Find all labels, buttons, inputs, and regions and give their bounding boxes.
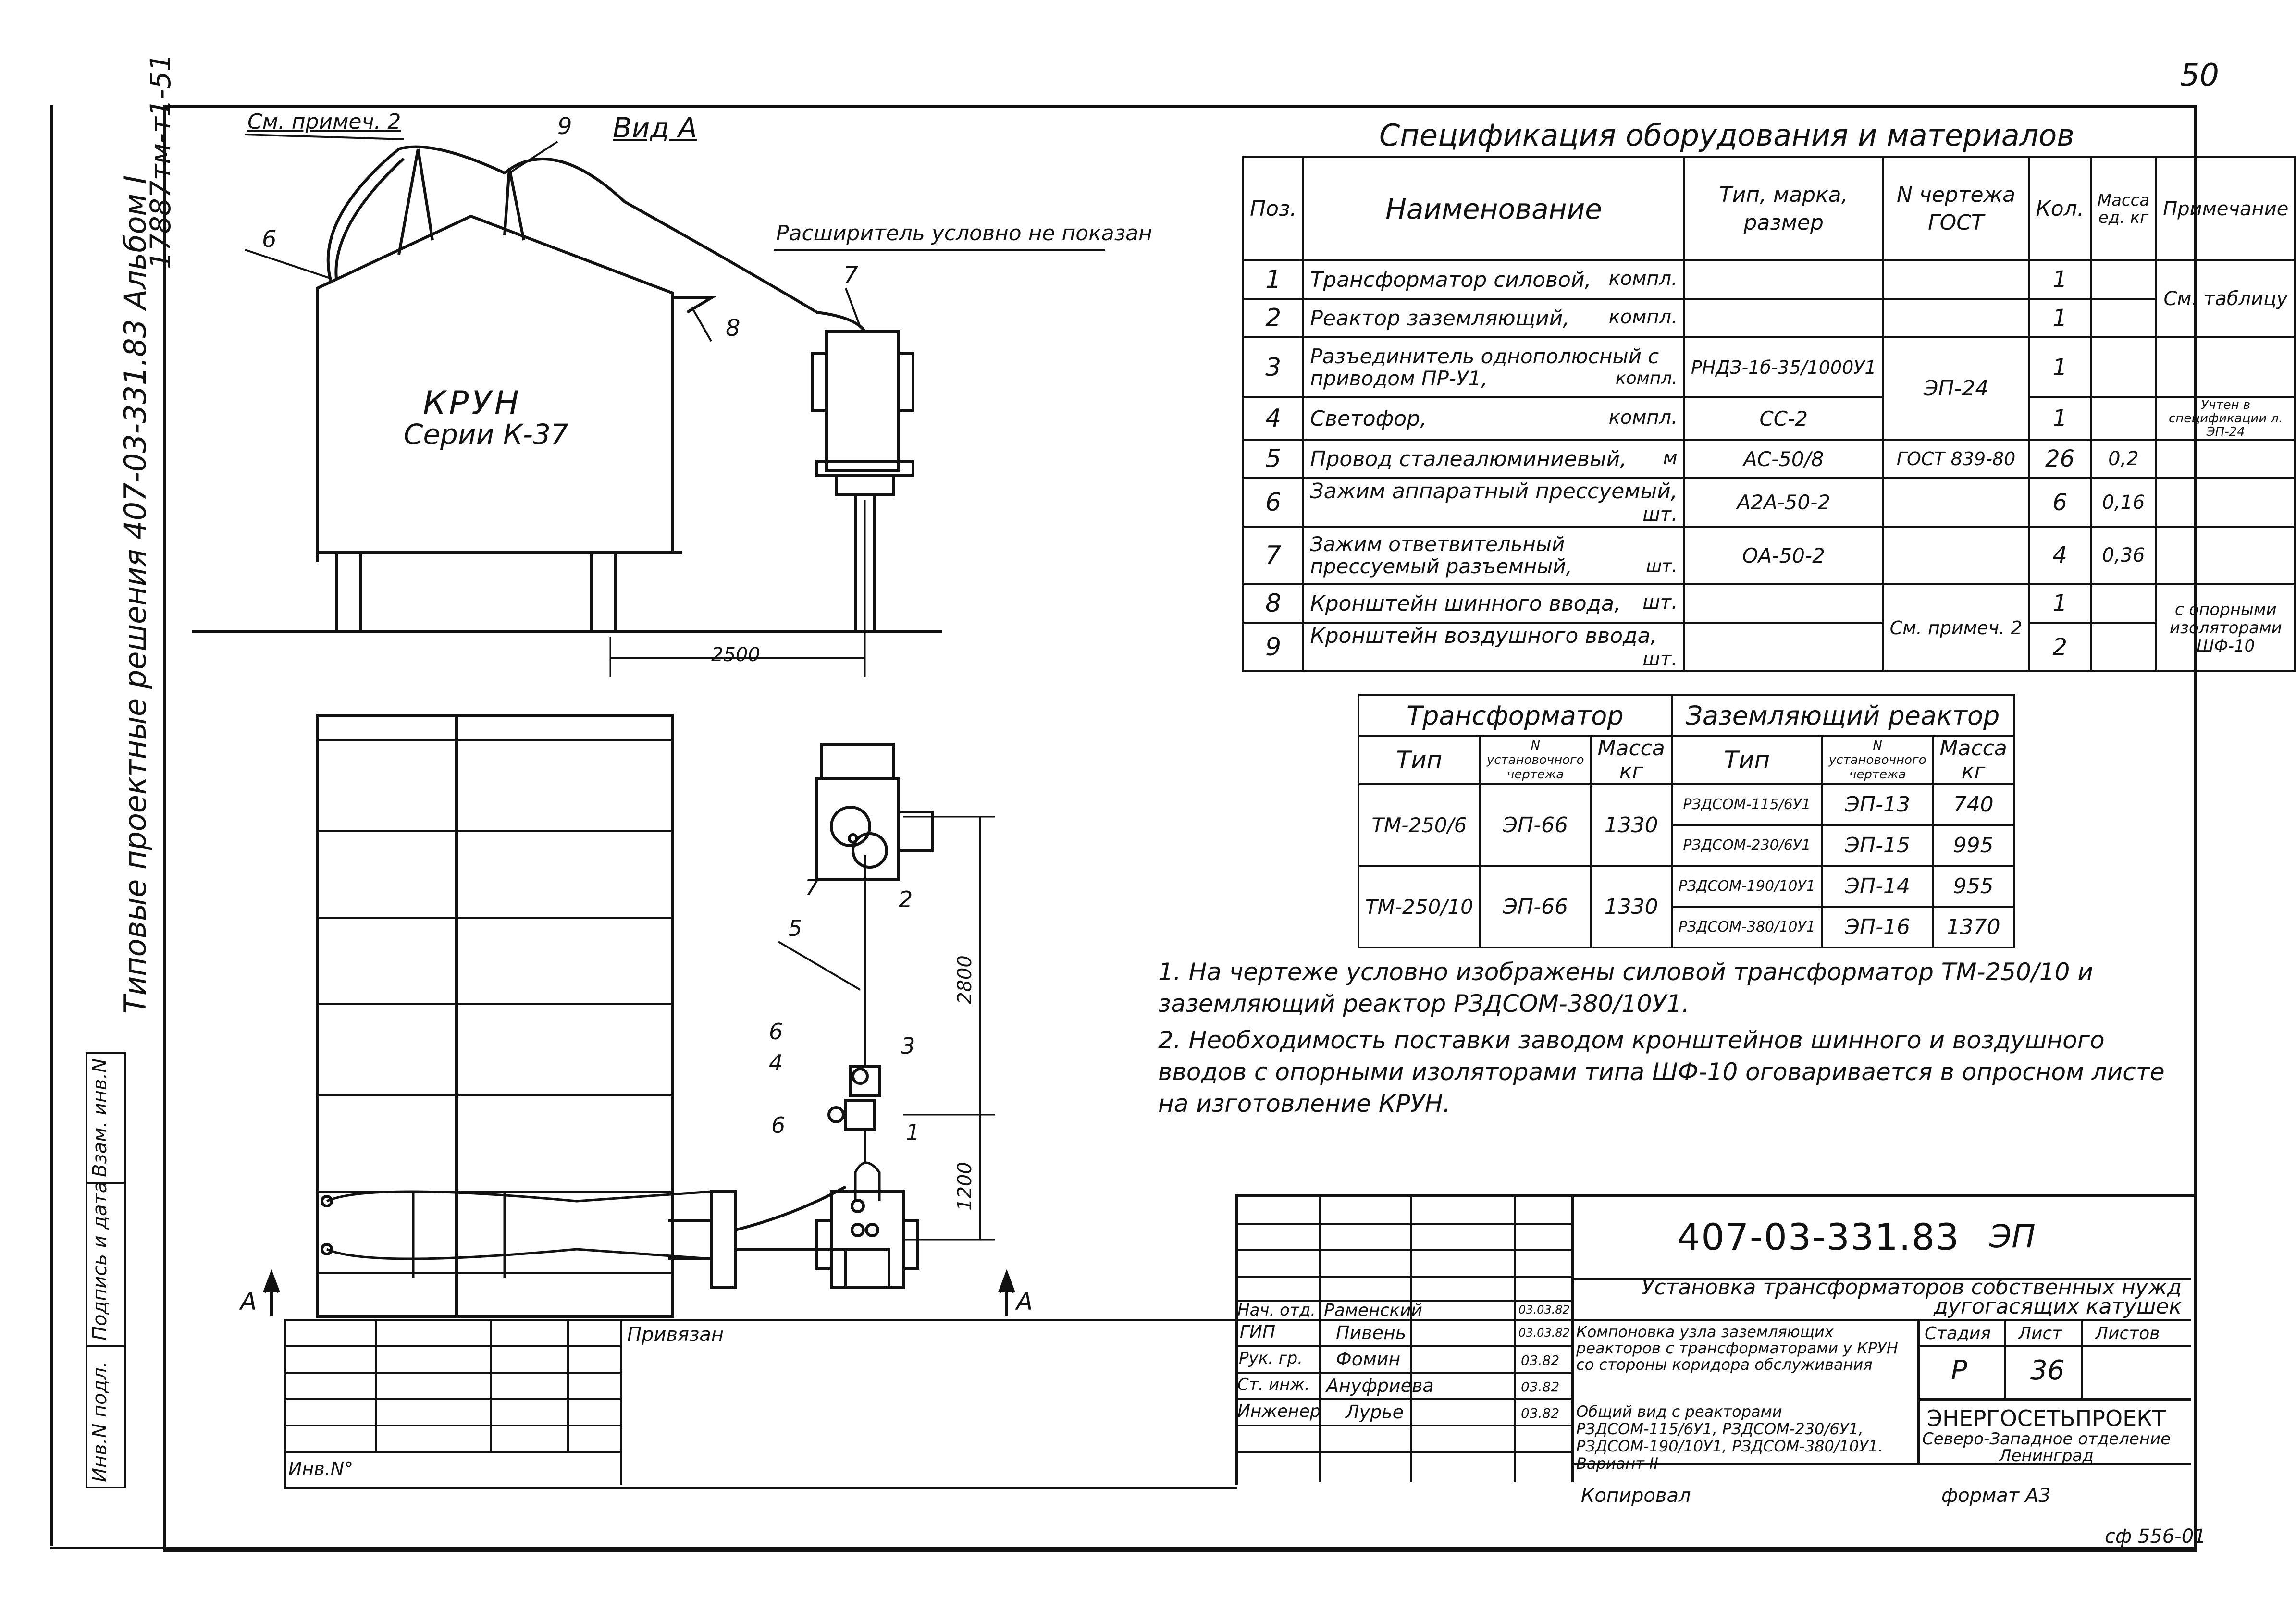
spec-qty: 1 <box>2029 584 2090 623</box>
bound-label: Привязан <box>627 1324 724 1346</box>
sig-role: Рук. гр. <box>1239 1349 1303 1368</box>
spec-drawing <box>1883 478 2029 527</box>
notes <box>1158 956 2182 1119</box>
spec-note <box>2156 337 2295 397</box>
note-1: 1. На чертеже условно изображены силовой трансформатор ТМ-250/10 и заземляющий реактор РЗДСОМ-380/10У1. <box>1158 958 2093 1018</box>
spec-type: ОА-50-2 <box>1684 527 1883 584</box>
sig-role: Инженер <box>1237 1402 1321 1421</box>
label-see-note: См. примеч. 2 <box>247 110 401 134</box>
spec-qty: 6 <box>2029 478 2090 527</box>
sig-date: 03.03.82 <box>1518 1326 1570 1340</box>
spec-pos: 5 <box>1243 440 1303 478</box>
eq-r-drawing: ЭП-15 <box>1822 825 1933 866</box>
project-title: Установка трансформаторов собственных нужд дугогасящих катушек <box>1641 1275 2182 1319</box>
eq-r-type: РЗДСОМ-380/10У1 <box>1672 907 1822 947</box>
sig-role: ГИП <box>1240 1322 1276 1342</box>
sig-role: Ст. инж. <box>1237 1375 1310 1394</box>
footer-code: сф 556-01 <box>2105 1525 2206 1548</box>
spec-type: РНДЗ-1б-35/1000У1 <box>1684 337 1883 397</box>
sheet-title-1: Компоновка узла заземляющих реакторов с трансформаторами у КРУН со стороны коридора обслуживания <box>1576 1323 1898 1374</box>
eq-h-r-type: Тип <box>1672 736 1822 784</box>
spec-row <box>1243 337 2295 397</box>
eq-row <box>1358 866 2014 907</box>
spec-note: См. таблицу <box>2156 260 2295 337</box>
eq-r-mass: 955 <box>1933 866 2014 907</box>
spec-name: Кронштейн воздушного ввода, <box>1310 624 1657 648</box>
spec-h-qty: Кол. <box>2029 157 2090 260</box>
plan-label-5: 5 <box>788 915 802 941</box>
dim-2800: 2800 <box>954 955 976 1004</box>
stage-label: Стадия <box>1925 1324 1991 1343</box>
spec-row <box>1243 299 2295 337</box>
eq-t-mass: 1330 <box>1591 784 1672 866</box>
sheet-value: 36 <box>2030 1355 2065 1386</box>
spec-note: Учтен в спецификации л. ЭП-24 <box>2156 397 2295 440</box>
krun-leg-left <box>336 553 360 632</box>
krun-plan <box>317 716 673 1316</box>
doc-mark: ЭП <box>1989 1218 2036 1255</box>
eq-h-r-mass: Масса кг <box>1933 736 2014 784</box>
eq-h-t-mass: Масса кг <box>1591 736 1672 784</box>
spec-h-name: Наименование <box>1303 157 1684 260</box>
spec-mass <box>2091 299 2156 337</box>
spec-row <box>1243 527 2295 584</box>
eq-t-drawing: ЭП-66 <box>1480 784 1591 866</box>
spec-row <box>1243 584 2295 623</box>
spec-h-drawing: N чертежа ГОСТ <box>1883 157 2029 260</box>
sheet-label: Лист <box>2018 1324 2062 1343</box>
label-7-elev: 7 <box>843 262 858 289</box>
spec-unit: шт. <box>1646 556 1678 576</box>
outer-bottom-line <box>50 1547 2194 1549</box>
eq-r-type: РЗДСОМ-230/6У1 <box>1672 825 1822 866</box>
eq-r-type: РЗДСОМ-190/10У1 <box>1672 866 1822 907</box>
spec-h-mass: Масса ед. кг <box>2091 157 2156 260</box>
sig-role: Нач. отд. <box>1237 1301 1316 1320</box>
spec-unit: компл. <box>1608 306 1678 328</box>
copied-label: Копировал <box>1581 1485 1691 1507</box>
spec-drawing: ГОСТ 839-80 <box>1883 440 2029 478</box>
sheet-number: 50 <box>2180 58 2219 93</box>
eq-r-drawing: ЭП-13 <box>1822 784 1933 825</box>
spec-unit: компл. <box>1608 267 1678 290</box>
eq-r-mass: 740 <box>1933 784 2014 825</box>
plan-label-1: 1 <box>906 1119 920 1145</box>
album-code: 17887тм-т1-51 <box>144 53 177 269</box>
eq-r-mass: 1370 <box>1933 907 2014 947</box>
spec-name: Трансформатор силовой, <box>1310 267 1592 292</box>
spec-unit: шт. <box>1642 504 1678 526</box>
spec-unit: компл. <box>1608 406 1678 429</box>
krun-series: Серии К-37 <box>404 418 568 451</box>
plan-label-6a: 6 <box>769 1019 783 1045</box>
spec-note <box>2156 478 2295 527</box>
spec-unit: шт. <box>1642 648 1678 670</box>
spec-drawing: ЭП-24 <box>1883 337 2029 440</box>
org-city: Ленинград <box>1999 1446 2094 1465</box>
eq-r-drawing: ЭП-14 <box>1822 866 1933 907</box>
dim-1200: 1200 <box>954 1162 976 1211</box>
spec-pos: 7 <box>1243 527 1303 584</box>
spec-qty: 26 <box>2029 440 2090 478</box>
spec-drawing <box>1883 299 2029 337</box>
spec-mass: 0,2 <box>2091 440 2156 478</box>
stamp-inv-orig: Инв.N подл. <box>89 1361 111 1482</box>
sig-name: Раменский <box>1324 1301 1422 1320</box>
spec-mass <box>2091 584 2156 623</box>
eq-t-mass: 1330 <box>1591 866 1672 947</box>
dim-2500: 2500 <box>711 644 760 666</box>
stamp-sign-date: Подпись и дата <box>89 1181 111 1340</box>
note-2: 2. Необходимость поставки заводом кронштейнов шинного и воздушного вводов с опорными изоляторами типа ШФ-10 оговаривается в опросном листе на изготовление КРУН. <box>1158 1026 2165 1118</box>
spec-mass <box>2091 337 2156 397</box>
spec-name: Разъединитель однополюсный с приводом ПР-У1, <box>1310 344 1659 390</box>
spec-qty: 4 <box>2029 527 2090 584</box>
krun-title: КРУН <box>423 384 522 422</box>
spec-pos: 3 <box>1243 337 1303 397</box>
spec-type: СС-2 <box>1684 397 1883 440</box>
spec-type <box>1684 299 1883 337</box>
sheet-title-2: Общий вид с реакторами РЗДСОМ-115/6У1, РЗДСОМ-230/6У1, РЗДСОМ-190/10У1, РЗДСОМ-380/10У1. Вариант II <box>1576 1402 1883 1473</box>
sig-date: 03.82 <box>1521 1352 1560 1368</box>
bracket-8 <box>673 298 711 312</box>
doc-code: 407-03-331.83 <box>1677 1216 1960 1258</box>
spec-mass: 0,16 <box>2091 478 2156 527</box>
reactor-plan <box>822 745 894 778</box>
sheets-label: Листов <box>2095 1324 2160 1343</box>
spec-name: Светофор, <box>1310 406 1427 431</box>
org-name: ЭНЕРГОСЕТЬПРОЕКТ <box>1927 1405 2166 1431</box>
stamp-replace-inv: Взам. инв.N <box>89 1058 111 1177</box>
eq-h-t-drawing: N установочного чертежа <box>1480 736 1591 784</box>
eq-h-t-type: Тип <box>1358 736 1480 784</box>
spec-note <box>2156 440 2295 478</box>
view-a-title: Вид А <box>613 111 697 144</box>
spec-h-pos: Поз. <box>1243 157 1303 260</box>
eq-t-type: ТМ-250/6 <box>1358 784 1480 866</box>
arrow-a-left: А <box>240 1288 257 1316</box>
eq-r-drawing: ЭП-16 <box>1822 907 1933 947</box>
spec-type <box>1684 260 1883 299</box>
spec-name: Провод сталеалюминиевый, <box>1310 446 1627 471</box>
spec-qty: 1 <box>2029 397 2090 440</box>
krun-leg-right <box>591 553 615 632</box>
inv-label: Инв.N° <box>288 1458 354 1479</box>
spec-pos: 6 <box>1243 478 1303 527</box>
spec-name: Зажим ответвительный прессуемый разъемный, <box>1310 532 1572 578</box>
sig-name: Ануфриева <box>1326 1375 1434 1396</box>
stage-value: Р <box>1951 1355 1967 1386</box>
plan-label-2: 2 <box>899 886 913 912</box>
spec-qty: 1 <box>2029 299 2090 337</box>
spec-type <box>1684 584 1883 623</box>
spec-pos: 9 <box>1243 623 1303 671</box>
technical-drawing <box>0 0 1153 1345</box>
eq-h-transformer: Трансформатор <box>1358 695 1672 736</box>
spec-pos: 8 <box>1243 584 1303 623</box>
sig-date: 03.03.82 <box>1518 1303 1570 1316</box>
spec-drawing <box>1883 260 2029 299</box>
spec-h-type: Тип, марка, размер <box>1684 157 1883 260</box>
sig-name: Фомин <box>1336 1349 1401 1370</box>
eq-h-r-drawing: N установочного чертежа <box>1822 736 1933 784</box>
spec-unit: м <box>1663 446 1678 469</box>
eq-t-drawing: ЭП-66 <box>1480 866 1591 947</box>
spec-unit: компл. <box>1615 368 1678 388</box>
spec-mass: 0,36 <box>2091 527 2156 584</box>
spec-row <box>1243 260 2295 299</box>
transformer-elev <box>827 332 899 471</box>
bound-box <box>284 1319 1237 1489</box>
spec-pos: 2 <box>1243 299 1303 337</box>
spec-row <box>1243 440 2295 478</box>
spec-drawing <box>1883 527 2029 584</box>
spec-mass <box>2091 623 2156 671</box>
eq-t-type: ТМ-250/10 <box>1358 866 1480 947</box>
arrow-a-right: А <box>1016 1288 1033 1316</box>
spec-qty: 2 <box>2029 623 2090 671</box>
label-9: 9 <box>557 113 572 140</box>
spec-pos: 4 <box>1243 397 1303 440</box>
support-9a <box>399 149 418 255</box>
eq-r-mass: 995 <box>1933 825 2014 866</box>
spec-note <box>2156 527 2295 584</box>
eq-row <box>1358 784 2014 825</box>
transformer-plan <box>831 1192 903 1288</box>
format-label: формат А3 <box>1941 1485 2051 1507</box>
label-6-elev: 6 <box>262 226 277 253</box>
org-branch: Северо-Западное отделение <box>1922 1429 2171 1449</box>
spec-row <box>1243 478 2295 527</box>
series-title: Типовые проектные решения 407-03-331.83 Альбом I <box>118 175 153 1014</box>
label-8: 8 <box>726 315 741 342</box>
support-9b <box>505 168 509 235</box>
spec-mass <box>2091 260 2156 299</box>
spec-h-note: Примечание <box>2156 157 2295 260</box>
left-stamp-div2 <box>86 1345 124 1347</box>
spec-type: АС-50/8 <box>1684 440 1883 478</box>
sig-date: 03.82 <box>1521 1405 1560 1421</box>
sig-name: Пивень <box>1336 1322 1407 1343</box>
spec-type: А2А-50-2 <box>1684 478 1883 527</box>
plan-label-3: 3 <box>901 1033 915 1059</box>
spec-row <box>1243 397 2295 440</box>
spec-drawing: См. примеч. 2 <box>1883 584 2029 671</box>
spec-qty: 1 <box>2029 260 2090 299</box>
spec-name: Реактор заземляющий, <box>1310 306 1570 331</box>
spec-name: Зажим аппаратный прессуемый, <box>1310 479 1678 504</box>
expander-note: Расширитель условно не показан <box>776 221 1152 246</box>
eq-h-reactor: Заземляющий реактор <box>1672 695 2014 736</box>
spec-unit: шт. <box>1642 591 1678 614</box>
sig-date: 03.82 <box>1521 1379 1560 1395</box>
spec-qty: 1 <box>2029 337 2090 397</box>
eq-r-type: РЗДСОМ-115/6У1 <box>1672 784 1822 825</box>
spec-mass <box>2091 397 2156 440</box>
spec-pos: 1 <box>1243 260 1303 299</box>
plan-label-4: 4 <box>769 1050 783 1076</box>
spec-name: Кронштейн шинного ввода, <box>1310 591 1621 616</box>
plan-label-7: 7 <box>805 874 819 900</box>
spec-row <box>1243 623 2295 671</box>
sig-name: Лурье <box>1346 1402 1404 1423</box>
spec-title: Спецификация оборудования и материалов <box>1379 118 2074 153</box>
spec-note: с опорными изоляторами ШФ-10 <box>2156 584 2295 671</box>
spec-type <box>1684 623 1883 671</box>
plan-label-6b: 6 <box>771 1112 786 1138</box>
equipment-table <box>1358 694 2015 948</box>
spec-table <box>1242 156 2296 672</box>
